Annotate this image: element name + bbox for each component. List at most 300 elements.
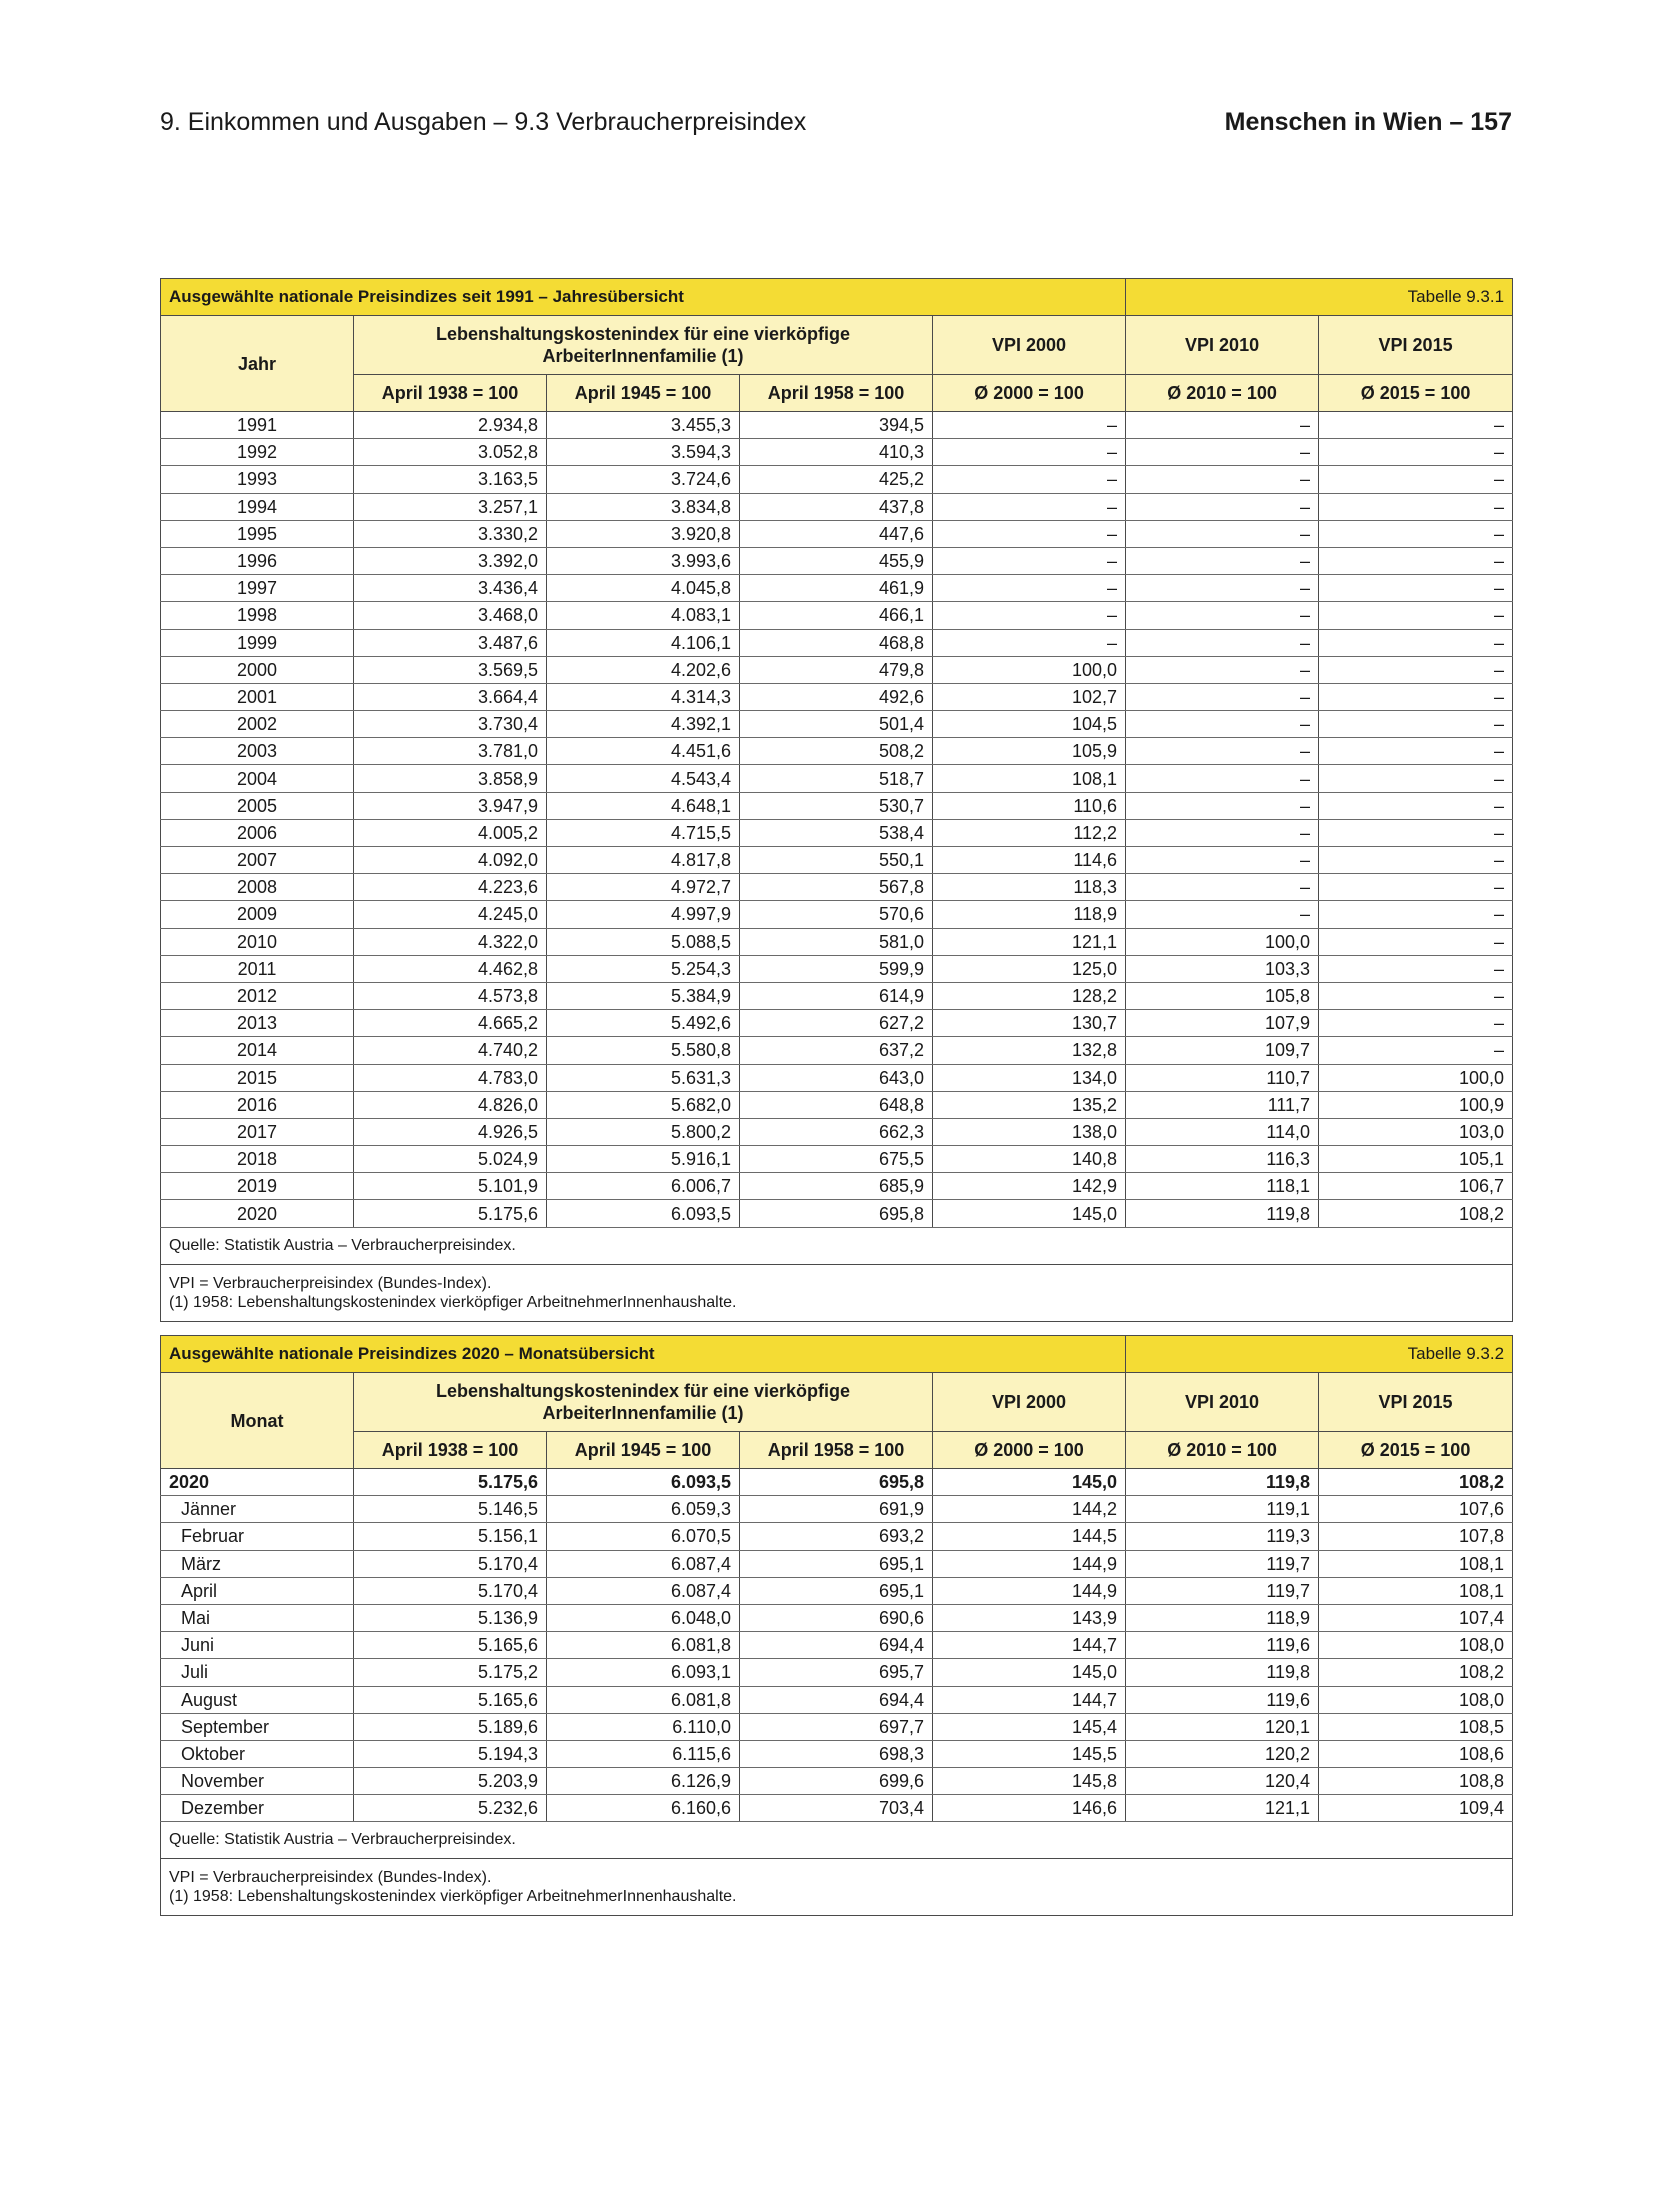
table-cell: 3.920,8 bbox=[547, 520, 740, 547]
table-cell: – bbox=[1126, 602, 1319, 629]
table-cell: 662,3 bbox=[740, 1118, 933, 1145]
table-cell: – bbox=[933, 412, 1126, 439]
table-cell: 143,9 bbox=[933, 1604, 1126, 1631]
table-cell: 4.665,2 bbox=[354, 1010, 547, 1037]
row-label: 2020 bbox=[161, 1469, 354, 1496]
table-cell: 6.110,0 bbox=[547, 1713, 740, 1740]
table-cell: 119,8 bbox=[1126, 1659, 1319, 1686]
table-cell: 6.093,1 bbox=[547, 1659, 740, 1686]
row-label: 2014 bbox=[161, 1037, 354, 1064]
header-row bbox=[161, 1373, 1513, 1432]
table-cell: 581,0 bbox=[740, 928, 933, 955]
table-row bbox=[161, 1118, 1513, 1145]
table-row bbox=[161, 1200, 1513, 1227]
table-row bbox=[161, 656, 1513, 683]
table-cell: – bbox=[1319, 711, 1513, 738]
table-cell: 3.569,5 bbox=[354, 656, 547, 683]
table-cell: 132,8 bbox=[933, 1037, 1126, 1064]
table-cell: – bbox=[1126, 765, 1319, 792]
table-cell: 508,2 bbox=[740, 738, 933, 765]
row-label: 1992 bbox=[161, 439, 354, 466]
table-cell: 691,9 bbox=[740, 1496, 933, 1523]
table-cell: – bbox=[1126, 575, 1319, 602]
row-label: 2005 bbox=[161, 792, 354, 819]
table-row bbox=[161, 1496, 1513, 1523]
source-note: Quelle: Statistik Austria – Verbraucherpreisindex. bbox=[161, 1822, 1513, 1859]
table-cell: – bbox=[1319, 955, 1513, 982]
row-label: März bbox=[161, 1550, 354, 1577]
table-cell: 2.934,8 bbox=[354, 412, 547, 439]
table-cell: 570,6 bbox=[740, 901, 933, 928]
table-row bbox=[161, 1713, 1513, 1740]
header-row bbox=[161, 316, 1513, 375]
row-label: 2006 bbox=[161, 819, 354, 846]
table-cell: 4.543,4 bbox=[547, 765, 740, 792]
footnote: (1) 1958: Lebenshaltungskostenindex vierköpfiger ArbeitnehmerInnenhaushalte. bbox=[169, 1888, 737, 1906]
table-cell: 108,8 bbox=[1319, 1768, 1513, 1795]
base-header: April 1945 = 100 bbox=[547, 1432, 740, 1469]
table-cell: 144,2 bbox=[933, 1496, 1126, 1523]
table-cell: 119,8 bbox=[1126, 1200, 1319, 1227]
table-cell: 3.392,0 bbox=[354, 547, 547, 574]
table-cell: 111,7 bbox=[1126, 1091, 1319, 1118]
label-column-header: Monat bbox=[161, 1373, 354, 1469]
table-cell: – bbox=[1126, 493, 1319, 520]
table-cell: 119,7 bbox=[1126, 1577, 1319, 1604]
table-cell: 425,2 bbox=[740, 466, 933, 493]
table-body bbox=[161, 412, 1513, 1228]
table-cell: 118,1 bbox=[1126, 1173, 1319, 1200]
table-row bbox=[161, 847, 1513, 874]
table-cell: 103,3 bbox=[1126, 955, 1319, 982]
table-cell: 6.087,4 bbox=[547, 1577, 740, 1604]
table-cell: 637,2 bbox=[740, 1037, 933, 1064]
table-cell: – bbox=[1126, 629, 1319, 656]
table-cell: 108,2 bbox=[1319, 1659, 1513, 1686]
table-cell: 697,7 bbox=[740, 1713, 933, 1740]
table-cell: 4.314,3 bbox=[547, 683, 740, 710]
table-cell: 394,5 bbox=[740, 412, 933, 439]
table-cell: 114,6 bbox=[933, 847, 1126, 874]
table-cell: – bbox=[1126, 792, 1319, 819]
table-cell: 3.730,4 bbox=[354, 711, 547, 738]
row-label: 1995 bbox=[161, 520, 354, 547]
table-cell: 567,8 bbox=[740, 874, 933, 901]
table-cell: 142,9 bbox=[933, 1173, 1126, 1200]
table-cell: 4.817,8 bbox=[547, 847, 740, 874]
table-cell: 4.223,6 bbox=[354, 874, 547, 901]
table-cell: 107,4 bbox=[1319, 1604, 1513, 1631]
table-annual bbox=[160, 278, 1512, 1322]
table-cell: 3.436,4 bbox=[354, 575, 547, 602]
page-header bbox=[160, 108, 1512, 148]
table-cell: 3.594,3 bbox=[547, 439, 740, 466]
table-cell: 145,0 bbox=[933, 1469, 1126, 1496]
row-label: 2007 bbox=[161, 847, 354, 874]
table-cell: 4.462,8 bbox=[354, 955, 547, 982]
table-cell: 6.059,3 bbox=[547, 1496, 740, 1523]
table-cell: 5.170,4 bbox=[354, 1577, 547, 1604]
table-cell: 106,7 bbox=[1319, 1173, 1513, 1200]
table-title: Ausgewählte nationale Preisindizes seit 1991 – Jahresübersicht bbox=[161, 279, 1126, 316]
table-cell: 107,8 bbox=[1319, 1523, 1513, 1550]
table-cell: 447,6 bbox=[740, 520, 933, 547]
table-row bbox=[161, 602, 1513, 629]
notes-row bbox=[161, 1859, 1513, 1916]
table-cell: 108,6 bbox=[1319, 1740, 1513, 1767]
table-cell: 5.136,9 bbox=[354, 1604, 547, 1631]
table-cell: 614,9 bbox=[740, 982, 933, 1009]
table-cell: 675,5 bbox=[740, 1146, 933, 1173]
table-row bbox=[161, 792, 1513, 819]
table-cell: 4.997,9 bbox=[547, 901, 740, 928]
row-label: Juni bbox=[161, 1632, 354, 1659]
table-cell: 5.800,2 bbox=[547, 1118, 740, 1145]
table-cell: – bbox=[1319, 520, 1513, 547]
table-cell: 4.972,7 bbox=[547, 874, 740, 901]
table-cell: 5.165,6 bbox=[354, 1686, 547, 1713]
table-row bbox=[161, 520, 1513, 547]
table-row bbox=[161, 1740, 1513, 1767]
table-cell: 5.203,9 bbox=[354, 1768, 547, 1795]
table-cell: 102,7 bbox=[933, 683, 1126, 710]
row-label: September bbox=[161, 1713, 354, 1740]
table-cell: 4.926,5 bbox=[354, 1118, 547, 1145]
table-cell: 5.194,3 bbox=[354, 1740, 547, 1767]
table-cell: 108,1 bbox=[933, 765, 1126, 792]
table-row bbox=[161, 1146, 1513, 1173]
table-cell: – bbox=[1126, 439, 1319, 466]
table-cell: 4.005,2 bbox=[354, 819, 547, 846]
table-cell: 138,0 bbox=[933, 1118, 1126, 1145]
vpi-header: VPI 2000 bbox=[933, 316, 1126, 375]
table-cell: 118,9 bbox=[1126, 1604, 1319, 1631]
base-header: Ø 2015 = 100 bbox=[1319, 375, 1513, 412]
table-cell: – bbox=[933, 629, 1126, 656]
table-cell: – bbox=[1126, 466, 1319, 493]
table-cell: 134,0 bbox=[933, 1064, 1126, 1091]
table-row bbox=[161, 1632, 1513, 1659]
table-cell: 121,1 bbox=[1126, 1795, 1319, 1822]
base-header: April 1958 = 100 bbox=[740, 375, 933, 412]
table-row bbox=[161, 901, 1513, 928]
table-cell: 5.580,8 bbox=[547, 1037, 740, 1064]
table-cell: 100,0 bbox=[1126, 928, 1319, 955]
table-cell: – bbox=[1319, 847, 1513, 874]
table-cell: 3.257,1 bbox=[354, 493, 547, 520]
table-cell: 5.254,3 bbox=[547, 955, 740, 982]
group-header: Lebenshaltungskostenindex für eine vierköpfige ArbeiterInnenfamilie (1) bbox=[354, 316, 933, 375]
row-label: 2018 bbox=[161, 1146, 354, 1173]
table-cell: 5.682,0 bbox=[547, 1091, 740, 1118]
table-cell: 5.232,6 bbox=[354, 1795, 547, 1822]
row-label: 2004 bbox=[161, 765, 354, 792]
table-cell: 4.092,0 bbox=[354, 847, 547, 874]
table-cell: 698,3 bbox=[740, 1740, 933, 1767]
table-cell: 643,0 bbox=[740, 1064, 933, 1091]
row-label: 2001 bbox=[161, 683, 354, 710]
table-cell: 3.781,0 bbox=[354, 738, 547, 765]
row-label: Februar bbox=[161, 1523, 354, 1550]
table-cell: 121,1 bbox=[933, 928, 1126, 955]
table-row bbox=[161, 1064, 1513, 1091]
table-cell: 145,0 bbox=[933, 1200, 1126, 1227]
table-cell: – bbox=[1126, 738, 1319, 765]
table-cell: – bbox=[1319, 656, 1513, 683]
table-cell: 3.834,8 bbox=[547, 493, 740, 520]
table-row bbox=[161, 1469, 1513, 1496]
table-cell: 120,4 bbox=[1126, 1768, 1319, 1795]
table-cell: 3.163,5 bbox=[354, 466, 547, 493]
table-cell: 6.087,4 bbox=[547, 1550, 740, 1577]
row-label: 2011 bbox=[161, 955, 354, 982]
row-label: 2012 bbox=[161, 982, 354, 1009]
table-cell: 119,1 bbox=[1126, 1496, 1319, 1523]
footnote: VPI = Verbraucherpreisindex (Bundes-Index). bbox=[169, 1274, 492, 1292]
table-cell: 4.106,1 bbox=[547, 629, 740, 656]
table-cell: 5.088,5 bbox=[547, 928, 740, 955]
table-cell: 5.146,5 bbox=[354, 1496, 547, 1523]
table-cell: 119,8 bbox=[1126, 1469, 1319, 1496]
table-cell: 455,9 bbox=[740, 547, 933, 574]
table-cell: – bbox=[1319, 874, 1513, 901]
row-label: 2010 bbox=[161, 928, 354, 955]
table-cell: 128,2 bbox=[933, 982, 1126, 1009]
table-cell: 103,0 bbox=[1319, 1118, 1513, 1145]
table-cell: 144,7 bbox=[933, 1686, 1126, 1713]
table-row bbox=[161, 955, 1513, 982]
row-label: 2017 bbox=[161, 1118, 354, 1145]
table-cell: 694,4 bbox=[740, 1686, 933, 1713]
table-cell: 3.487,6 bbox=[354, 629, 547, 656]
table-row bbox=[161, 1091, 1513, 1118]
table-row bbox=[161, 493, 1513, 520]
table-row bbox=[161, 1659, 1513, 1686]
table-cell: 120,1 bbox=[1126, 1713, 1319, 1740]
table-cell: – bbox=[1319, 412, 1513, 439]
row-label: 1997 bbox=[161, 575, 354, 602]
table-cell: 3.468,0 bbox=[354, 602, 547, 629]
table-cell: 4.573,8 bbox=[354, 982, 547, 1009]
base-header: Ø 2010 = 100 bbox=[1126, 375, 1319, 412]
table-cell: – bbox=[1319, 765, 1513, 792]
table-cell: – bbox=[1319, 792, 1513, 819]
table-cell: 120,2 bbox=[1126, 1740, 1319, 1767]
table-cell: 135,2 bbox=[933, 1091, 1126, 1118]
row-label: April bbox=[161, 1577, 354, 1604]
table-cell: 4.826,0 bbox=[354, 1091, 547, 1118]
table-cell: 140,8 bbox=[933, 1146, 1126, 1173]
row-label: 1991 bbox=[161, 412, 354, 439]
table-row bbox=[161, 575, 1513, 602]
table-cell: 5.165,6 bbox=[354, 1632, 547, 1659]
table-cell: 693,2 bbox=[740, 1523, 933, 1550]
table-monthly bbox=[160, 1335, 1512, 1916]
table-cell: 5.175,2 bbox=[354, 1659, 547, 1686]
table-cell: – bbox=[933, 547, 1126, 574]
table-row bbox=[161, 1173, 1513, 1200]
table-cell: 100,9 bbox=[1319, 1091, 1513, 1118]
table-cell: 105,1 bbox=[1319, 1146, 1513, 1173]
table-cell: 4.202,6 bbox=[547, 656, 740, 683]
table-cell: 627,2 bbox=[740, 1010, 933, 1037]
table-cell: 538,4 bbox=[740, 819, 933, 846]
table-cell: 3.947,9 bbox=[354, 792, 547, 819]
row-label: Mai bbox=[161, 1604, 354, 1631]
table-title: Ausgewählte nationale Preisindizes 2020 – Monatsübersicht bbox=[161, 1336, 1126, 1373]
table-cell: 3.664,4 bbox=[354, 683, 547, 710]
table-row bbox=[161, 1037, 1513, 1064]
row-label: 1999 bbox=[161, 629, 354, 656]
table-cell: 108,0 bbox=[1319, 1632, 1513, 1659]
table-cell: 694,4 bbox=[740, 1632, 933, 1659]
table-cell: 110,6 bbox=[933, 792, 1126, 819]
table-cell: 118,9 bbox=[933, 901, 1126, 928]
table-cell: 119,7 bbox=[1126, 1550, 1319, 1577]
table-cell: 107,6 bbox=[1319, 1496, 1513, 1523]
base-header: April 1945 = 100 bbox=[547, 375, 740, 412]
table-row bbox=[161, 412, 1513, 439]
table-cell: 5.384,9 bbox=[547, 982, 740, 1009]
table-cell: – bbox=[1126, 683, 1319, 710]
row-label: 2019 bbox=[161, 1173, 354, 1200]
table-cell: – bbox=[1126, 874, 1319, 901]
table-cell: 550,1 bbox=[740, 847, 933, 874]
row-label: 2020 bbox=[161, 1200, 354, 1227]
base-header: Ø 2000 = 100 bbox=[933, 1432, 1126, 1469]
table-row bbox=[161, 1768, 1513, 1795]
vpi-header: VPI 2015 bbox=[1319, 1373, 1513, 1432]
row-label: 2013 bbox=[161, 1010, 354, 1037]
table-cell: 5.175,6 bbox=[354, 1469, 547, 1496]
base-header: April 1958 = 100 bbox=[740, 1432, 933, 1469]
footnote: VPI = Verbraucherpreisindex (Bundes-Index). bbox=[169, 1869, 492, 1887]
table-cell: – bbox=[933, 493, 1126, 520]
table-row bbox=[161, 629, 1513, 656]
table-cell: 5.175,6 bbox=[354, 1200, 547, 1227]
table-cell: 685,9 bbox=[740, 1173, 933, 1200]
table-cell: – bbox=[1319, 439, 1513, 466]
section-title: 9. Einkommen und Ausgaben – 9.3 Verbraucherpreisindex bbox=[160, 108, 807, 136]
table-cell: – bbox=[1319, 466, 1513, 493]
table-cell: – bbox=[933, 602, 1126, 629]
table-cell: 690,6 bbox=[740, 1604, 933, 1631]
table-cell: 4.322,0 bbox=[354, 928, 547, 955]
table-row bbox=[161, 928, 1513, 955]
table-cell: 4.045,8 bbox=[547, 575, 740, 602]
table-cell: 6.006,7 bbox=[547, 1173, 740, 1200]
table-cell: 119,3 bbox=[1126, 1523, 1319, 1550]
publication-page: Menschen in Wien – 157 bbox=[1224, 108, 1512, 136]
table-row bbox=[161, 1577, 1513, 1604]
table-cell: 437,8 bbox=[740, 493, 933, 520]
row-label: 1996 bbox=[161, 547, 354, 574]
table-cell: – bbox=[933, 439, 1126, 466]
vpi-header: VPI 2000 bbox=[933, 1373, 1126, 1432]
base-header: April 1938 = 100 bbox=[354, 375, 547, 412]
table-cell: 5.492,6 bbox=[547, 1010, 740, 1037]
table-cell: 144,5 bbox=[933, 1523, 1126, 1550]
row-label: Jänner bbox=[161, 1496, 354, 1523]
table-cell: 3.724,6 bbox=[547, 466, 740, 493]
row-label: Juli bbox=[161, 1659, 354, 1686]
table-cell: 492,6 bbox=[740, 683, 933, 710]
table-cell: 699,6 bbox=[740, 1768, 933, 1795]
table-cell: 5.156,1 bbox=[354, 1523, 547, 1550]
table-cell: 3.052,8 bbox=[354, 439, 547, 466]
row-label: 1993 bbox=[161, 466, 354, 493]
table-cell: – bbox=[1126, 847, 1319, 874]
table-cell: – bbox=[1319, 629, 1513, 656]
table-number: Tabelle 9.3.2 bbox=[1126, 1336, 1513, 1373]
base-header-row bbox=[161, 375, 1513, 412]
table-cell: 104,5 bbox=[933, 711, 1126, 738]
table-cell: – bbox=[1126, 520, 1319, 547]
table-cell: 108,5 bbox=[1319, 1713, 1513, 1740]
table-cell: 112,2 bbox=[933, 819, 1126, 846]
table-cell: 5.170,4 bbox=[354, 1550, 547, 1577]
table-cell: 410,3 bbox=[740, 439, 933, 466]
table-row bbox=[161, 1550, 1513, 1577]
table-cell: 108,1 bbox=[1319, 1577, 1513, 1604]
table-row bbox=[161, 738, 1513, 765]
vpi-header: VPI 2015 bbox=[1319, 316, 1513, 375]
table-cell: 146,6 bbox=[933, 1795, 1126, 1822]
table-cell: – bbox=[1319, 1010, 1513, 1037]
table-cell: – bbox=[1319, 982, 1513, 1009]
table-cell: 3.858,9 bbox=[354, 765, 547, 792]
table-cell: – bbox=[1126, 901, 1319, 928]
table-cell: 501,4 bbox=[740, 711, 933, 738]
table-row bbox=[161, 711, 1513, 738]
table-cell: – bbox=[933, 466, 1126, 493]
table-cell: 6.093,5 bbox=[547, 1469, 740, 1496]
table-cell: 118,3 bbox=[933, 874, 1126, 901]
table-cell: 145,5 bbox=[933, 1740, 1126, 1767]
table-cell: 145,4 bbox=[933, 1713, 1126, 1740]
table-cell: 108,2 bbox=[1319, 1469, 1513, 1496]
source-row bbox=[161, 1227, 1513, 1264]
table-cell: 5.024,9 bbox=[354, 1146, 547, 1173]
table-row bbox=[161, 547, 1513, 574]
table-cell: 466,1 bbox=[740, 602, 933, 629]
table-row bbox=[161, 1010, 1513, 1037]
table-cell: 4.083,1 bbox=[547, 602, 740, 629]
table-row bbox=[161, 819, 1513, 846]
table-cell: 5.189,6 bbox=[354, 1713, 547, 1740]
table-cell: – bbox=[1126, 547, 1319, 574]
table-cell: 468,8 bbox=[740, 629, 933, 656]
table-cell: – bbox=[1319, 547, 1513, 574]
table-row bbox=[161, 439, 1513, 466]
table-cell: 648,8 bbox=[740, 1091, 933, 1118]
table-cell: 3.330,2 bbox=[354, 520, 547, 547]
row-label: November bbox=[161, 1768, 354, 1795]
source-row bbox=[161, 1822, 1513, 1859]
table-cell: 109,7 bbox=[1126, 1037, 1319, 1064]
table-cell: – bbox=[1319, 901, 1513, 928]
base-header: Ø 2010 = 100 bbox=[1126, 1432, 1319, 1469]
table-cell: – bbox=[1319, 819, 1513, 846]
table-title-row bbox=[161, 279, 1513, 316]
table-cell: 703,4 bbox=[740, 1795, 933, 1822]
table-cell: 4.648,1 bbox=[547, 792, 740, 819]
table-cell: 530,7 bbox=[740, 792, 933, 819]
table-cell: 4.392,1 bbox=[547, 711, 740, 738]
table-cell: 144,7 bbox=[933, 1632, 1126, 1659]
table-cell: – bbox=[1319, 602, 1513, 629]
table-number: Tabelle 9.3.1 bbox=[1126, 279, 1513, 316]
